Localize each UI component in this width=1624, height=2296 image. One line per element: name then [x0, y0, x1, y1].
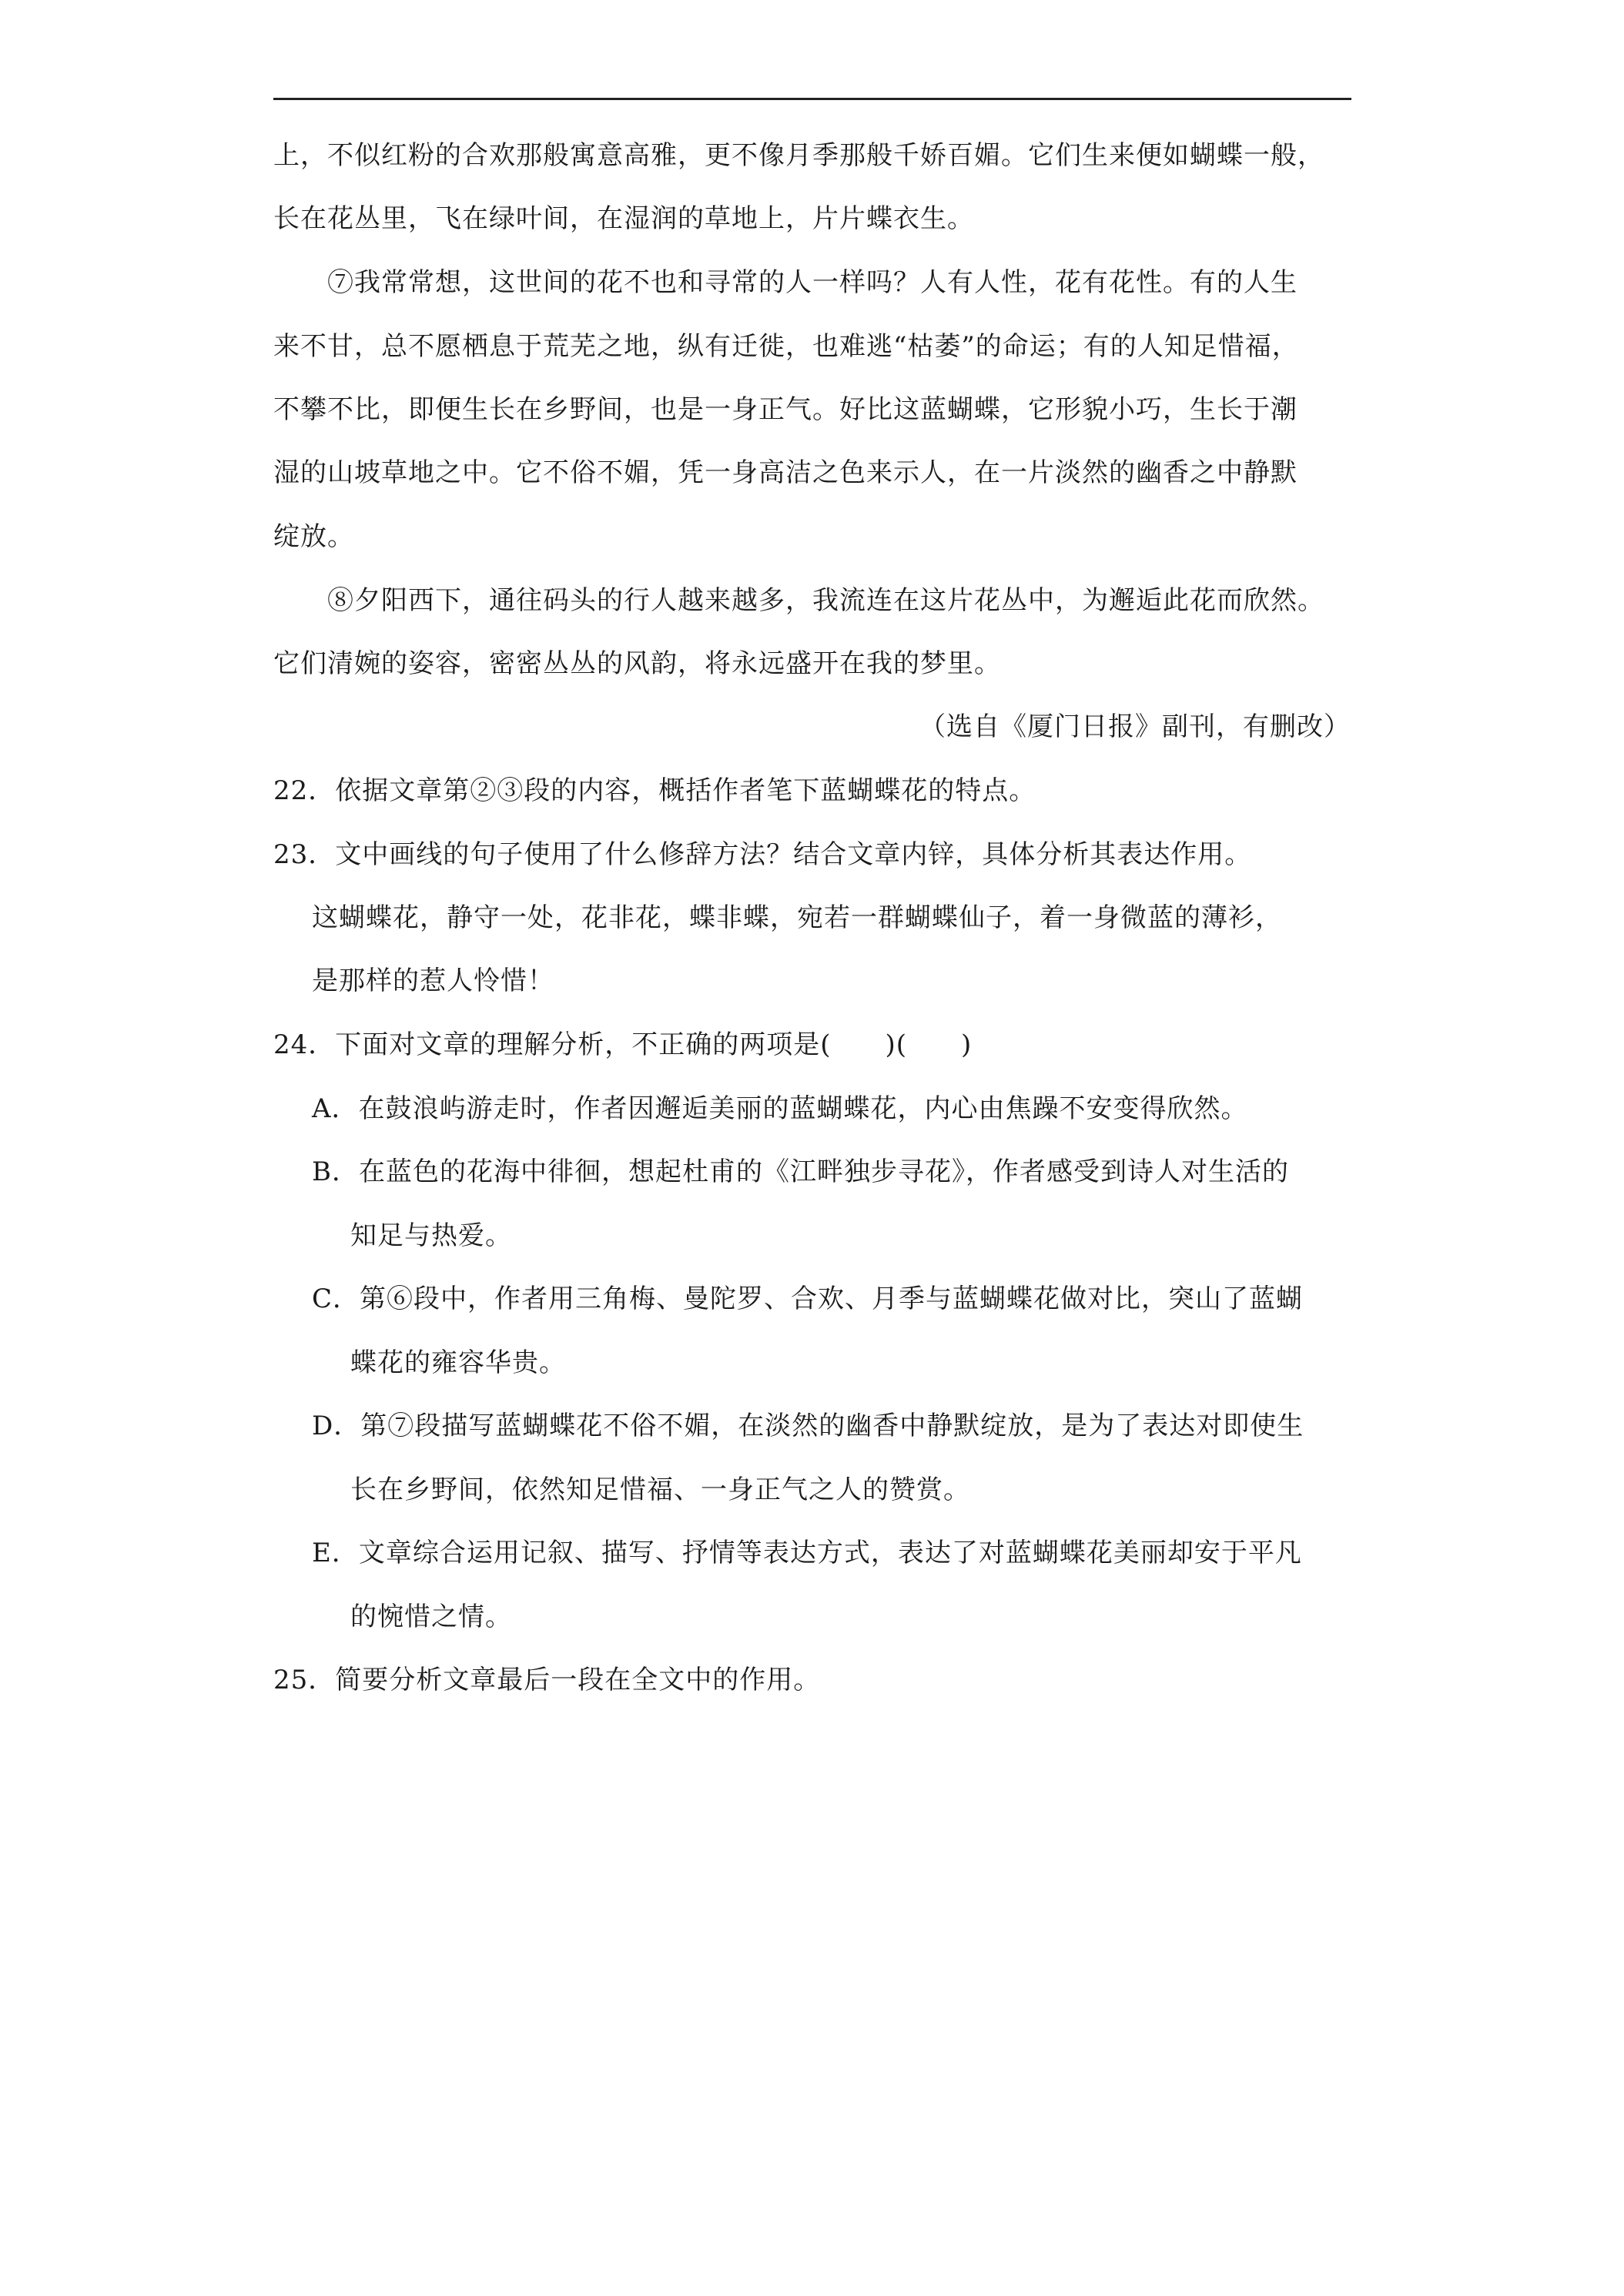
option-e-continued: 的惋惜之情。	[350, 1602, 512, 1632]
option-a: A．在鼓浪屿游走时，作者因邂逅美丽的蓝蝴蝶花，内心由焦躁不安变得欣然。	[312, 1093, 1248, 1124]
passage-line: 湿的山坡草地之中。它不俗不媚，凭一身高洁之色来示人，在一片淡然的幽香之中静默	[273, 457, 1298, 488]
passage-paragraph-8: ⑧夕阳西下，通往码头的行人越来越多，我流连在这片花丛中，为邂逅此花而欣然。	[327, 585, 1324, 616]
passage-line: 不攀不比，即便生长在乡野间，也是一身正气。好比这蓝蝴蝶，它形貌小巧，生长于潮	[273, 394, 1298, 425]
passage-line: 它们清婉的姿容，密密丛丛的风韵，将永远盛开在我的梦里。	[273, 648, 1001, 679]
option-b: B．在蓝色的花海中徘徊，想起杜甫的《江畔独步寻花》，作者感受到诗人对生活的	[312, 1156, 1289, 1187]
passage-line: 绽放。	[273, 521, 354, 552]
passage-paragraph-7: ⑦我常常想，这世间的花不也和寻常的人一样吗？人有人性，花有花性。有的人生	[327, 267, 1298, 298]
option-e: E．文章综合运用记叙、描写、抒情等表达方式，表达了对蓝蝴蝶花美丽却安于平凡	[312, 1538, 1302, 1568]
question-24: 24．下面对文章的理解分析，不正确的两项是( )( )	[273, 1029, 973, 1060]
passage-line: 来不甘，总不愿栖息于荒芜之地，纵有迁徙，也难逃“枯萎”的命运；有的人知足惜福，	[273, 331, 1299, 362]
passage-line: 长在花丛里，飞在绿叶间，在湿润的草地上，片片蝶衣生。	[273, 203, 974, 234]
option-c: C．第⑥段中，作者用三角梅、曼陀罗、合欢、月季与蓝蝴蝶花做对比，突山了蓝蝴	[312, 1284, 1304, 1314]
question-23-quote: 这蝴蝶花，静守一处，花非花，蝶非蝶，宛若一群蝴蝶仙子，着一身微蓝的薄衫，	[312, 902, 1282, 933]
header-rule	[273, 98, 1351, 100]
option-c-continued: 蝶花的雍容华贵。	[350, 1347, 566, 1378]
question-23-quote: 是那样的惹人怜惜！	[312, 966, 554, 996]
question-23: 23．文中画线的句子使用了什么修辞方法？结合文章内锌，具体分析其表达作用。	[273, 839, 1252, 870]
passage-line: 上，不似红粉的合欢那般寓意高雅，更不像月季那般千娇百媚。它们生来便如蝴蝶一般，	[273, 140, 1324, 171]
source-citation: （选自《厦门日报》副刊，有删改）	[919, 711, 1351, 742]
option-d-continued: 长在乡野间，依然知足惜福、一身正气之人的赞赏。	[350, 1474, 970, 1505]
option-b-continued: 知足与热爱。	[350, 1220, 512, 1251]
question-22: 22．依据文章第②③段的内容，概括作者笔下蓝蝴蝶花的特点。	[273, 775, 1036, 806]
option-d: D．第⑦段描写蓝蝴蝶花不俗不媚，在淡然的幽香中静默绽放，是为了表达对即使生	[312, 1411, 1304, 1441]
question-25: 25．简要分析文章最后一段在全文中的作用。	[273, 1665, 821, 1695]
